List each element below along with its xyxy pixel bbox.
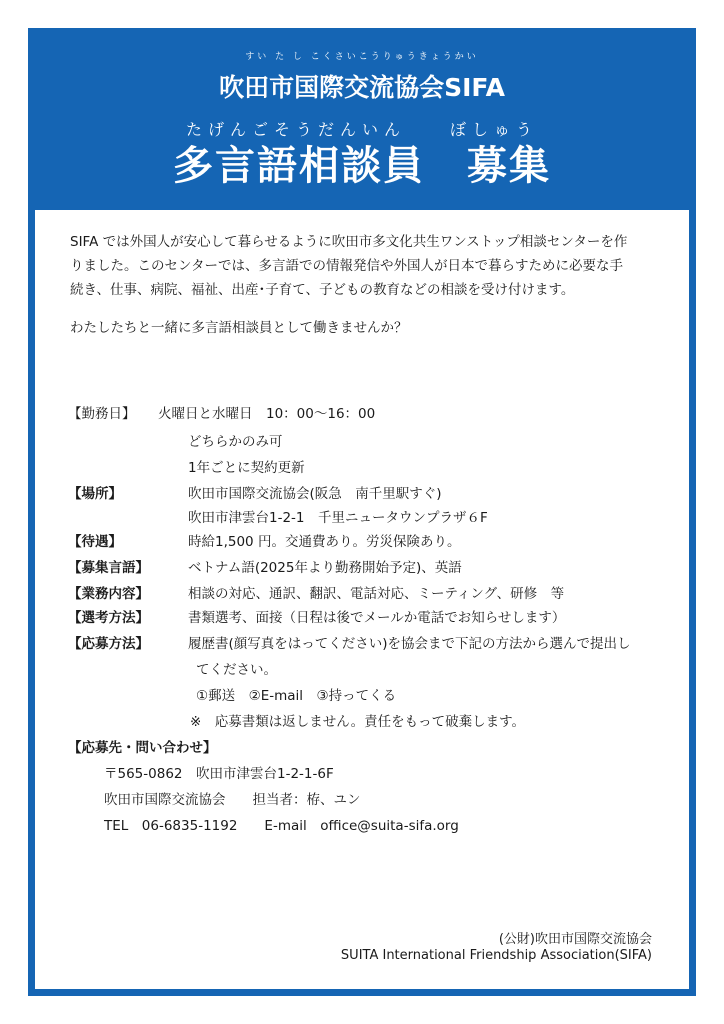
duty-value: 相談の対応、通訳、翻訳、電話対応、ミーティング、研修 等 xyxy=(188,586,565,602)
duty-label: 【業務内容】 xyxy=(68,586,149,602)
contact-title: 【応募先・問い合わせ】 xyxy=(68,740,217,756)
select-label: 【選考方法】 xyxy=(68,610,149,626)
apply-methods: ①郵送 ②E-mail ③持ってくる xyxy=(196,688,397,704)
apply-note: ※ 応募書類は返しません。責任をもって破棄します。 xyxy=(190,714,526,730)
contact-tel-email: TEL 06-6835-1192 E-mail office@suita-sifa.org xyxy=(104,818,459,834)
apply-value-1: 履歴書(顔写真をはってください)を協会まで下記の方法から選んで提出し xyxy=(188,636,631,652)
work-days-label: 【勤務日】 xyxy=(68,406,136,422)
contact-address: 〒565-0862 吹田市津雲台1-2-1-6F xyxy=(104,766,334,782)
footer-org-en: SUITA International Friendship Association(SIFA) xyxy=(340,948,652,963)
footer-org-jp: (公財)吹田市国際交流協会 xyxy=(498,932,652,947)
intro-section xyxy=(70,230,630,352)
place-value-1: 吹田市国際交流協会(阪急 南千里駅すぐ) xyxy=(188,486,442,502)
work-days-value-1: 火曜日と水曜日 10：00～16：00 xyxy=(158,406,376,422)
select-value: 書類選考、面接（日程は後でメールか電話でお知らせします） xyxy=(188,610,566,626)
work-days-value-3: 1年ごとに契約更新 xyxy=(188,460,305,476)
lang-value: ベトナム語(2025年より勤務開始予定)、英語 xyxy=(188,560,462,576)
place-value-2: 吹田市津雲台1-2-1 千里ニュータウンプラザ６F xyxy=(188,510,488,526)
work-days-value-2: どちらかのみ可 xyxy=(188,434,283,450)
intro-question: わたしたちと一緒に多言語相談員として働きませんか？ xyxy=(70,320,408,336)
org-ruby: すい た し こくさいこうりゅうきょうかい xyxy=(245,52,479,62)
intro-paragraph: SIFA では外国人が安心して暮らせるように吹田市多文化共生ワンストップ相談センターを作りました。このセンターでは、多言語での情報発信や外国人が日本で暮らすために必要な手続き、仕事、病院、福祉、出産･子育て、子どもの教育などの相談を受け付けます。 xyxy=(70,234,628,298)
apply-label: 【応募方法】 xyxy=(68,636,149,652)
header-banner xyxy=(35,35,689,210)
page-title: 多言語相談員 募集 xyxy=(173,143,551,189)
contact-org-person: 吹田市国際交流協会 担当者：栫、ユン xyxy=(104,792,361,808)
pay-label: 【待遇】 xyxy=(68,534,122,550)
pay-value: 時給1,500 円。交通費あり。労災保険あり。 xyxy=(188,534,461,550)
org-title: 吹田市国際交流協会SIFA xyxy=(219,73,505,102)
place-label: 【場所】 xyxy=(68,486,122,502)
lang-label: 【募集言語】 xyxy=(68,560,149,576)
big-ruby: たげんごそうだんいん ぼしゅう xyxy=(185,120,538,139)
apply-value-2: てください。 xyxy=(196,662,277,678)
